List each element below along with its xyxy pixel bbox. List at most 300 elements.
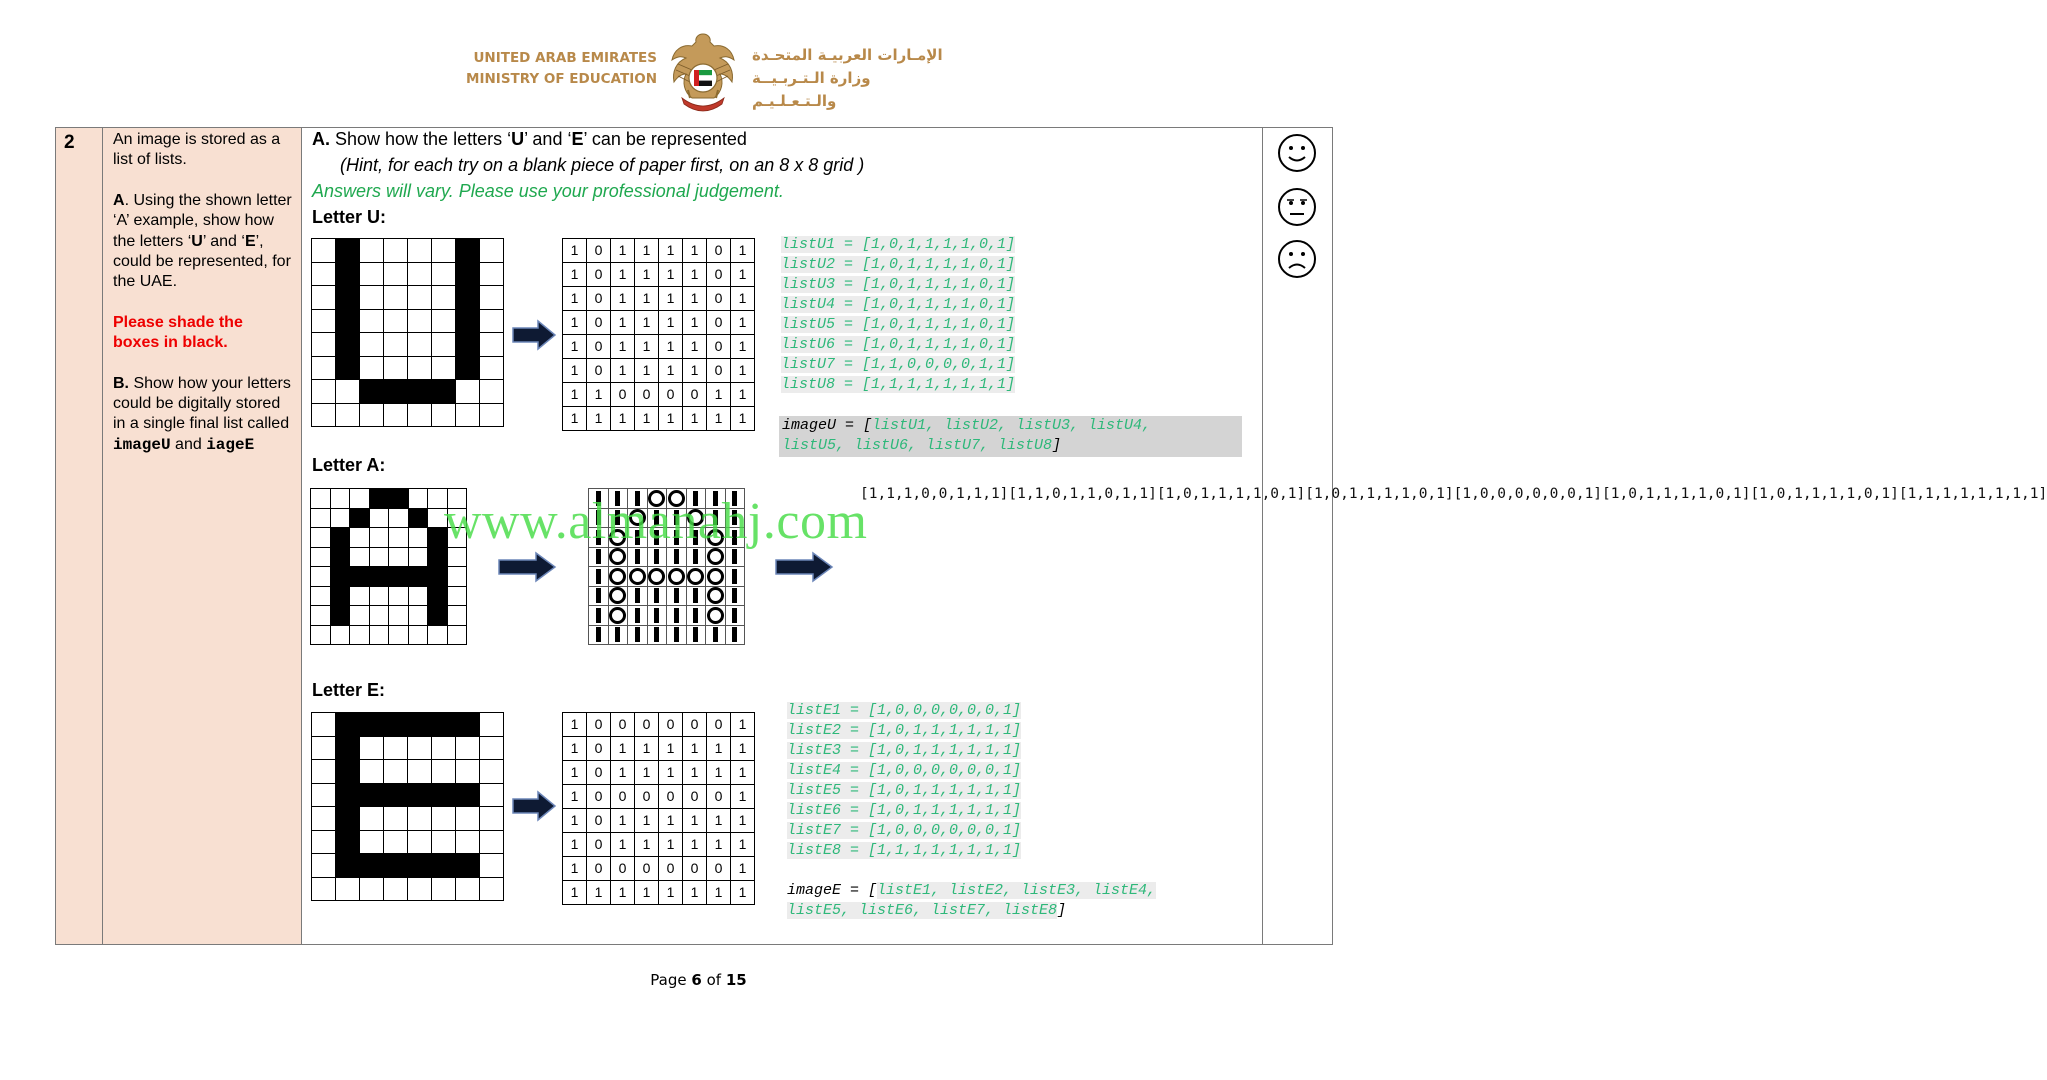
grid-cell[interactable] — [312, 878, 336, 902]
grid-cell[interactable] — [408, 357, 432, 381]
grid-cell[interactable] — [336, 854, 360, 878]
grid-cell[interactable] — [432, 286, 456, 310]
number-cell: 1 — [659, 335, 683, 359]
code-line: listU3 = [1,0,1,1,1,1,0,1] — [781, 276, 1016, 293]
grid-cell[interactable] — [456, 404, 480, 428]
image-u-definition: imageU = [listU1, listU2, listU3, listU4, listU5, listU6, listU7, listU8] — [779, 416, 1242, 457]
grid-cell[interactable] — [456, 357, 480, 381]
one-bar-icon — [674, 608, 679, 623]
neutral-face-icon[interactable] — [1277, 187, 1317, 227]
grid-cell[interactable] — [480, 380, 504, 404]
grid-cell[interactable] — [480, 357, 504, 381]
grid-cell[interactable] — [384, 854, 408, 878]
grid-cell[interactable] — [432, 807, 456, 831]
grid-cell[interactable] — [370, 528, 390, 548]
grid-cell[interactable] — [360, 854, 384, 878]
number-cell: 0 — [587, 359, 611, 383]
question-number: 2 — [64, 132, 75, 153]
grid-cell[interactable] — [432, 713, 456, 737]
grid-cell[interactable] — [312, 784, 336, 808]
grid-cell[interactable] — [336, 831, 360, 855]
grid-cell[interactable] — [409, 489, 429, 509]
number-cell: 1 — [683, 809, 707, 833]
one-bar-icon — [596, 549, 601, 564]
zero-ring-icon — [668, 568, 685, 585]
grid-cell[interactable] — [456, 807, 480, 831]
grid-cell[interactable] — [409, 587, 429, 607]
grid-cell[interactable] — [360, 310, 384, 334]
grid-cell[interactable] — [409, 567, 429, 587]
grid-cell[interactable] — [360, 404, 384, 428]
number-cell: 1 — [707, 881, 731, 905]
grid-cell[interactable] — [360, 713, 384, 737]
grid-cell[interactable] — [331, 587, 351, 607]
grid-cell[interactable] — [370, 626, 390, 646]
grid-cell[interactable] — [456, 760, 480, 784]
grid-cell[interactable] — [350, 587, 370, 607]
grid-cell[interactable] — [331, 509, 351, 529]
grid-cell[interactable] — [350, 509, 370, 529]
grid-cell[interactable] — [384, 380, 408, 404]
number-cell: 1 — [611, 263, 635, 287]
number-cell: 1 — [731, 407, 755, 431]
number-cell: 1 — [731, 833, 755, 857]
symbol-cell — [726, 567, 746, 587]
grid-cell[interactable] — [408, 878, 432, 902]
grid-cell[interactable] — [336, 760, 360, 784]
grid-cell[interactable] — [432, 878, 456, 902]
zero-ring-icon — [609, 587, 626, 604]
grid-cell[interactable] — [456, 263, 480, 287]
one-bar-icon — [693, 549, 698, 564]
grid-cell[interactable] — [432, 854, 456, 878]
number-cell: 1 — [731, 785, 755, 809]
grid-cell[interactable] — [350, 548, 370, 568]
grid-cell[interactable] — [384, 310, 408, 334]
smiley-face-icon[interactable] — [1277, 133, 1317, 173]
grid-cell[interactable] — [480, 807, 504, 831]
grid-cell[interactable] — [350, 528, 370, 548]
number-cell: 1 — [611, 737, 635, 761]
grid-cell[interactable] — [408, 737, 432, 761]
number-cell: 1 — [587, 407, 611, 431]
grid-cell[interactable] — [336, 713, 360, 737]
number-cell: 1 — [563, 359, 587, 383]
grid-cell[interactable] — [384, 404, 408, 428]
number-cell: 1 — [659, 311, 683, 335]
one-bar-icon — [635, 627, 640, 642]
number-cell: 0 — [611, 713, 635, 737]
symbol-cell — [667, 567, 687, 587]
grid-cell[interactable] — [448, 567, 468, 587]
grid-cell[interactable] — [360, 239, 384, 263]
arrow-right-icon — [775, 552, 833, 582]
grid-cell[interactable] — [360, 737, 384, 761]
grid-cell[interactable] — [409, 626, 429, 646]
desc-part-a: A. Using the shown letter ‘A’ example, show how the letters ‘U’ and ‘E’, could be represented, for the UAE. — [113, 191, 292, 291]
grid-cell[interactable] — [350, 606, 370, 626]
image-e-definition: imageE = [listE1, listE2, listE3, listE4, listE5, listE6, listE7, listE8] — [787, 882, 1157, 919]
grid-cell[interactable] — [428, 587, 448, 607]
grid-cell[interactable] — [312, 713, 336, 737]
code-line: listE2 = [1,0,1,1,1,1,1,1] — [787, 722, 1022, 739]
code-line: [1,1,1,1,1,1,1,1] — [1898, 486, 2047, 502]
grid-cell[interactable] — [409, 606, 429, 626]
number-cell: 1 — [683, 407, 707, 431]
grid-cell[interactable] — [370, 489, 390, 509]
code-line: listE8 = [1,1,1,1,1,1,1,1] — [787, 842, 1022, 859]
one-bar-icon — [596, 627, 601, 642]
grid-cell[interactable] — [480, 713, 504, 737]
symbol-cell — [706, 567, 726, 587]
grid-cell[interactable] — [331, 528, 351, 548]
number-cell: 1 — [587, 881, 611, 905]
one-bar-icon — [713, 627, 718, 642]
grid-cell[interactable] — [311, 509, 331, 529]
grid-cell[interactable] — [312, 380, 336, 404]
grid-cell[interactable] — [370, 548, 390, 568]
grid-cell[interactable] — [389, 528, 409, 548]
watermark-text: www.almanahj.com — [444, 493, 868, 550]
arrow-right-icon — [512, 791, 556, 821]
grid-cell[interactable] — [312, 737, 336, 761]
symbol-cell — [609, 567, 629, 587]
grid-cell[interactable] — [480, 263, 504, 287]
grid-cell[interactable] — [331, 606, 351, 626]
grid-cell[interactable] — [408, 263, 432, 287]
grid-cell[interactable] — [408, 239, 432, 263]
grid-cell[interactable] — [384, 878, 408, 902]
number-cell: 1 — [635, 287, 659, 311]
symbol-cell — [648, 587, 668, 607]
number-cell: 1 — [731, 311, 755, 335]
grid-cell[interactable] — [408, 310, 432, 334]
grid-cell[interactable] — [456, 784, 480, 808]
number-cell: 1 — [659, 881, 683, 905]
grid-cell[interactable] — [408, 831, 432, 855]
grid-cell[interactable] — [360, 380, 384, 404]
letter-e-label: Letter E: — [312, 680, 386, 700]
number-cell: 1 — [731, 809, 755, 833]
grid-cell[interactable] — [336, 807, 360, 831]
code-line: listU4 = [1,0,1,1,1,1,0,1] — [781, 296, 1016, 313]
letter-a-lists — [860, 484, 2047, 504]
grid-cell[interactable] — [370, 509, 390, 529]
grid-cell[interactable] — [336, 878, 360, 902]
grid-cell[interactable] — [360, 878, 384, 902]
grid-cell[interactable] — [360, 760, 384, 784]
number-cell: 1 — [659, 407, 683, 431]
grid-cell[interactable] — [312, 854, 336, 878]
grid-cell[interactable] — [480, 310, 504, 334]
grid-cell[interactable] — [428, 626, 448, 646]
grid-cell[interactable] — [312, 831, 336, 855]
grid-cell[interactable] — [456, 831, 480, 855]
number-cell: 1 — [563, 761, 587, 785]
grid-cell[interactable] — [480, 760, 504, 784]
number-cell: 1 — [683, 737, 707, 761]
number-cell: 1 — [563, 785, 587, 809]
number-cell: 1 — [731, 761, 755, 785]
one-bar-icon — [654, 627, 659, 642]
grid-cell[interactable] — [370, 567, 390, 587]
grid-cell[interactable] — [360, 286, 384, 310]
grid-cell[interactable] — [432, 760, 456, 784]
symbol-cell — [609, 606, 629, 626]
number-cell: 1 — [611, 407, 635, 431]
number-cell: 1 — [611, 359, 635, 383]
grid-cell[interactable] — [448, 626, 468, 646]
grid-cell[interactable] — [408, 760, 432, 784]
part-a-title: A. Show how the letters ‘U’ and ‘E’ can be represented — [312, 129, 747, 149]
self-assessment-column — [1263, 128, 1333, 944]
grid-cell[interactable] — [448, 606, 468, 626]
grid-cell[interactable] — [408, 807, 432, 831]
number-cell: 1 — [611, 809, 635, 833]
sad-face-icon[interactable] — [1277, 239, 1317, 279]
number-cell: 1 — [683, 311, 707, 335]
grid-cell[interactable] — [432, 333, 456, 357]
symbol-cell — [687, 567, 707, 587]
zero-ring-icon — [629, 568, 646, 585]
grid-cell[interactable] — [389, 548, 409, 568]
grid-cell[interactable] — [456, 737, 480, 761]
grid-cell[interactable] — [408, 713, 432, 737]
grid-cell[interactable] — [311, 606, 331, 626]
grid-cell[interactable] — [384, 239, 408, 263]
grid-cell[interactable] — [311, 528, 331, 548]
grid-cell[interactable] — [408, 286, 432, 310]
grid-cell[interactable] — [432, 784, 456, 808]
grid-cell[interactable] — [456, 239, 480, 263]
ministry-name-arabic — [752, 44, 952, 113]
grid-cell[interactable] — [384, 760, 408, 784]
symbol-cell — [667, 606, 687, 626]
letter-u-number-grid — [562, 238, 755, 431]
grid-cell[interactable] — [336, 310, 360, 334]
grid-cell[interactable] — [389, 489, 409, 509]
grid-cell[interactable] — [312, 807, 336, 831]
grid-cell[interactable] — [456, 713, 480, 737]
one-bar-icon — [693, 588, 698, 603]
grid-cell[interactable] — [336, 239, 360, 263]
grid-cell[interactable] — [432, 380, 456, 404]
letter-e-number-grid — [562, 712, 755, 905]
grid-cell[interactable] — [389, 509, 409, 529]
zero-ring-icon — [648, 568, 665, 585]
grid-cell[interactable] — [311, 548, 331, 568]
number-cell: 1 — [683, 761, 707, 785]
grid-cell[interactable] — [312, 239, 336, 263]
grid-cell[interactable] — [389, 626, 409, 646]
grid-cell[interactable] — [360, 831, 384, 855]
grid-cell[interactable] — [336, 380, 360, 404]
grid-cell[interactable] — [312, 263, 336, 287]
one-bar-icon — [596, 588, 601, 603]
grid-cell[interactable] — [350, 567, 370, 587]
grid-cell[interactable] — [331, 626, 351, 646]
header-ar-line2: وزارة الـتـربـيــة والـتـعـلـيـم — [752, 69, 871, 110]
grid-cell[interactable] — [350, 626, 370, 646]
number-cell: 0 — [683, 785, 707, 809]
grid-cell[interactable] — [370, 587, 390, 607]
grid-cell[interactable] — [336, 737, 360, 761]
code-line: [1,1,1,0,0,1,1,1] — [860, 486, 1009, 502]
grid-cell[interactable] — [389, 606, 409, 626]
grid-cell[interactable] — [480, 784, 504, 808]
grid-cell[interactable] — [331, 567, 351, 587]
grid-cell[interactable] — [311, 489, 331, 509]
grid-cell[interactable] — [456, 310, 480, 334]
grid-cell[interactable] — [384, 357, 408, 381]
grid-cell[interactable] — [384, 286, 408, 310]
grid-cell[interactable] — [311, 567, 331, 587]
grid-cell[interactable] — [384, 333, 408, 357]
grid-cell[interactable] — [312, 310, 336, 334]
grid-cell[interactable] — [480, 878, 504, 902]
code-line: listE4 = [1,0,0,0,0,0,0,1] — [787, 762, 1022, 779]
code-line: listE6 = [1,0,1,1,1,1,1,1] — [787, 802, 1022, 819]
grid-cell[interactable] — [336, 784, 360, 808]
grid-cell[interactable] — [432, 357, 456, 381]
grid-cell[interactable] — [384, 831, 408, 855]
number-cell: 1 — [611, 881, 635, 905]
grid-cell[interactable] — [360, 263, 384, 287]
grid-cell[interactable] — [336, 357, 360, 381]
grid-cell[interactable] — [480, 286, 504, 310]
grid-cell[interactable] — [428, 567, 448, 587]
grid-cell[interactable] — [312, 404, 336, 428]
number-cell: 0 — [707, 785, 731, 809]
grid-cell[interactable] — [456, 286, 480, 310]
grid-cell[interactable] — [384, 263, 408, 287]
number-cell: 0 — [587, 785, 611, 809]
number-cell: 0 — [587, 239, 611, 263]
number-cell: 0 — [635, 713, 659, 737]
grid-cell[interactable] — [389, 567, 409, 587]
number-cell: 1 — [707, 407, 731, 431]
symbol-cell — [628, 606, 648, 626]
grid-cell[interactable] — [312, 357, 336, 381]
ministry-name-english — [455, 48, 657, 90]
grid-cell[interactable] — [409, 509, 429, 529]
number-cell: 1 — [563, 713, 587, 737]
grid-cell[interactable] — [409, 548, 429, 568]
number-cell: 1 — [563, 407, 587, 431]
number-cell: 0 — [707, 263, 731, 287]
grid-cell[interactable] — [408, 854, 432, 878]
number-cell: 0 — [635, 857, 659, 881]
grid-cell[interactable] — [448, 587, 468, 607]
grid-cell[interactable] — [480, 854, 504, 878]
number-cell: 1 — [635, 335, 659, 359]
number-cell: 1 — [635, 359, 659, 383]
number-cell: 1 — [611, 311, 635, 335]
grid-cell[interactable] — [480, 404, 504, 428]
grid-cell[interactable] — [360, 357, 384, 381]
question-number-column — [56, 128, 103, 944]
grid-cell[interactable] — [432, 404, 456, 428]
symbol-cell — [628, 587, 648, 607]
grid-cell[interactable] — [428, 606, 448, 626]
grid-cell[interactable] — [480, 333, 504, 357]
one-bar-icon — [732, 627, 737, 642]
grid-cell[interactable] — [408, 784, 432, 808]
grid-cell[interactable] — [432, 310, 456, 334]
grid-cell[interactable] — [432, 263, 456, 287]
grid-cell[interactable] — [480, 239, 504, 263]
grid-cell[interactable] — [360, 807, 384, 831]
header-en-line1: UNITED ARAB EMIRATES — [473, 50, 657, 66]
grid-cell[interactable] — [408, 404, 432, 428]
code-line: listU8 = [1,1,1,1,1,1,1,1] — [781, 376, 1016, 393]
grid-cell[interactable] — [312, 760, 336, 784]
number-cell: 1 — [659, 239, 683, 263]
grid-cell[interactable] — [456, 854, 480, 878]
number-cell: 1 — [707, 809, 731, 833]
grid-cell[interactable] — [311, 587, 331, 607]
one-bar-icon — [635, 549, 640, 564]
grid-cell[interactable] — [408, 333, 432, 357]
number-cell: 0 — [707, 335, 731, 359]
number-cell: 0 — [587, 335, 611, 359]
grid-cell[interactable] — [480, 831, 504, 855]
grid-cell[interactable] — [408, 380, 432, 404]
grid-cell[interactable] — [360, 333, 384, 357]
grid-cell[interactable] — [384, 713, 408, 737]
page-footer: Page 6 of 15 — [650, 971, 747, 989]
grid-cell[interactable] — [336, 404, 360, 428]
answers-note: Answers will vary. Please use your professional judgement. — [312, 181, 784, 201]
grid-cell[interactable] — [456, 380, 480, 404]
grid-cell[interactable] — [360, 784, 384, 808]
grid-cell[interactable] — [312, 286, 336, 310]
grid-cell[interactable] — [389, 587, 409, 607]
grid-cell[interactable] — [456, 333, 480, 357]
symbol-cell — [609, 626, 629, 646]
grid-cell[interactable] — [432, 239, 456, 263]
grid-cell[interactable] — [370, 606, 390, 626]
grid-cell[interactable] — [432, 831, 456, 855]
grid-cell[interactable] — [384, 737, 408, 761]
one-bar-icon — [693, 608, 698, 623]
grid-cell[interactable] — [456, 878, 480, 902]
number-cell: 0 — [587, 833, 611, 857]
grid-cell[interactable] — [384, 784, 408, 808]
grid-cell[interactable] — [350, 489, 370, 509]
grid-cell[interactable] — [336, 333, 360, 357]
number-cell: 1 — [635, 761, 659, 785]
grid-cell[interactable] — [336, 286, 360, 310]
number-cell: 0 — [707, 311, 731, 335]
grid-cell[interactable] — [311, 626, 331, 646]
number-cell: 0 — [587, 311, 611, 335]
grid-cell[interactable] — [480, 737, 504, 761]
one-bar-icon — [635, 588, 640, 603]
grid-cell[interactable] — [432, 737, 456, 761]
number-cell: 1 — [731, 335, 755, 359]
grid-cell[interactable] — [384, 807, 408, 831]
one-bar-icon — [674, 549, 679, 564]
zero-ring-icon — [707, 607, 724, 624]
grid-cell[interactable] — [331, 489, 351, 509]
grid-cell[interactable] — [409, 528, 429, 548]
letter-u-label: Letter U: — [312, 207, 387, 227]
symbol-cell — [589, 587, 609, 607]
grid-cell[interactable] — [331, 548, 351, 568]
grid-cell[interactable] — [312, 333, 336, 357]
grid-cell[interactable] — [336, 263, 360, 287]
